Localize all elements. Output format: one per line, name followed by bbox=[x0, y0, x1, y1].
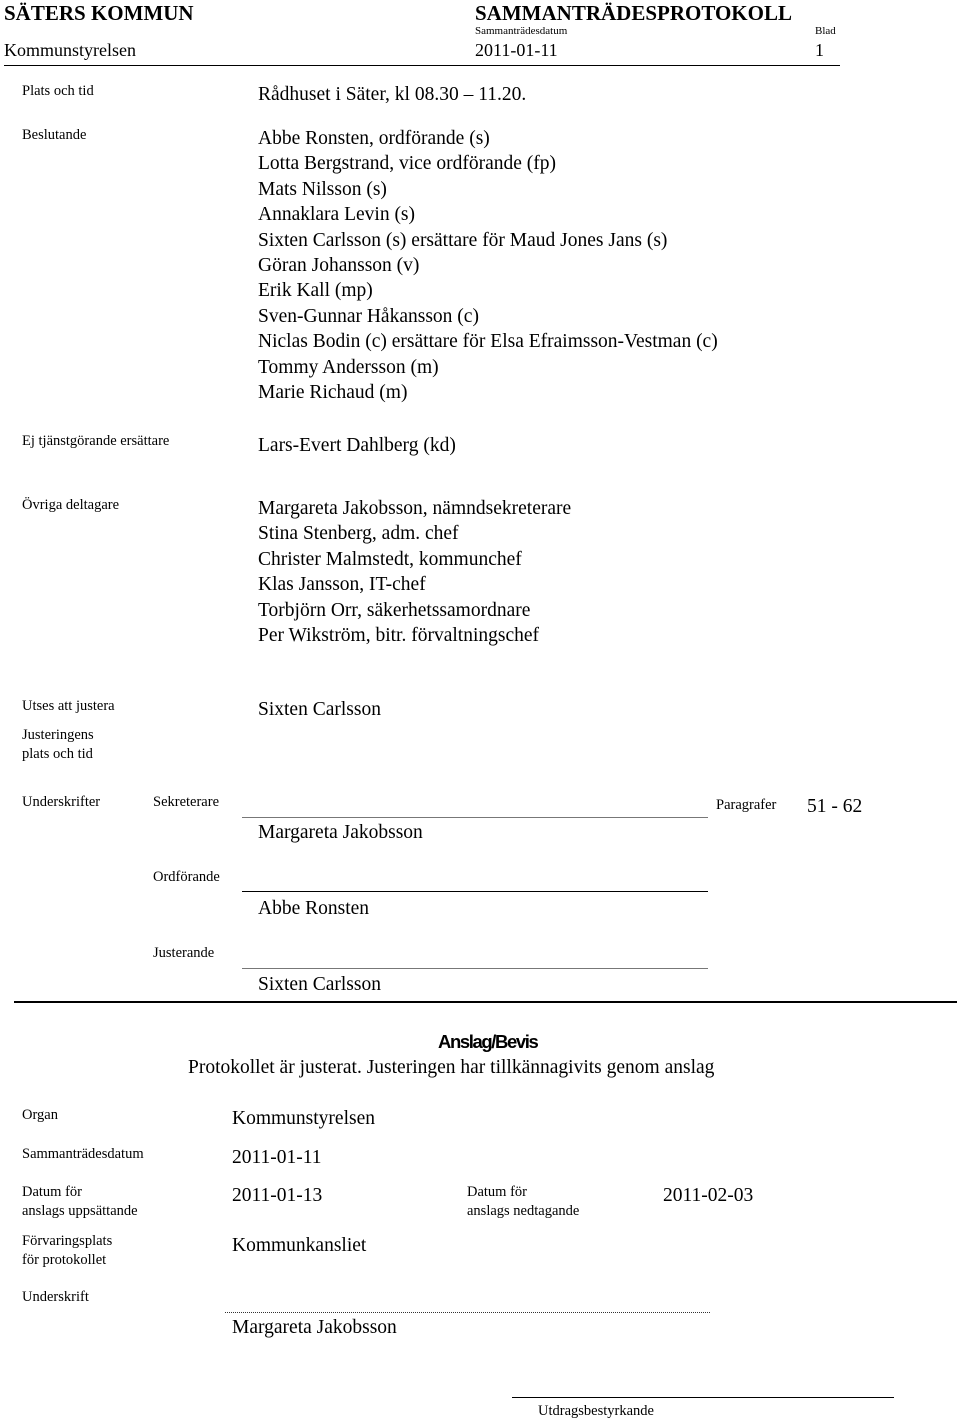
others-label: Övriga deltagare bbox=[22, 497, 120, 513]
non-serving-value: Lars-Evert Dahlberg (kd) bbox=[258, 435, 456, 456]
adjuster-label: Utses att justera bbox=[22, 698, 115, 714]
removed-date-value: 2011-02-03 bbox=[663, 1185, 754, 1206]
adjust-place-label: Justeringens bbox=[22, 727, 94, 743]
member-item: Niclas Bodin (c) ersättare för Elsa Efraimsson-Vestman (c) bbox=[258, 331, 718, 353]
page-caption: Blad bbox=[815, 25, 836, 37]
committee-name: Kommunstyrelsen bbox=[4, 40, 136, 60]
participant-item: Torbjörn Orr, säkerhetssamordnare bbox=[258, 599, 531, 621]
member-item: Lotta Bergstrand, vice ordförande (fp) bbox=[258, 153, 556, 175]
non-serving-label: Ej tjänstgörande ersättare bbox=[22, 433, 170, 449]
other-participants-list bbox=[258, 496, 571, 648]
member-item: Annaklara Levin (s) bbox=[258, 204, 416, 226]
member-item: Abbe Ronsten, ordförande (s) bbox=[258, 128, 490, 149]
adjuster-signature-label: Justerande bbox=[153, 945, 215, 961]
member-item: Erik Kall (mp) bbox=[258, 280, 373, 302]
posted-date-value: 2011-01-13 bbox=[232, 1185, 323, 1206]
participant-item: Stina Stenberg, adm. chef bbox=[258, 523, 459, 545]
participant-item: Klas Jansson, IT-chef bbox=[258, 574, 426, 596]
posted-label-line2: anslags uppsättande bbox=[22, 1203, 138, 1219]
adjuster-value: Sixten Carlsson bbox=[258, 699, 381, 720]
document-type: SAMMANTRÄDESPROTOKOLL bbox=[475, 1, 792, 25]
adjust-time-label: plats och tid bbox=[22, 746, 93, 762]
deciding-members-list bbox=[258, 126, 718, 405]
meeting-date-caption: Sammanträdesdatum bbox=[475, 25, 568, 37]
signature-label: Underskrift bbox=[22, 1289, 89, 1305]
secretary-name: Margareta Jakobsson bbox=[258, 822, 423, 843]
deciding-label: Beslutande bbox=[22, 127, 87, 143]
section-divider bbox=[14, 1001, 957, 1003]
removed-label-line2: anslags nedtagande bbox=[467, 1203, 580, 1219]
notice-title: Anslag/Bevis bbox=[438, 1031, 538, 1052]
notice-date-label: Sammanträdesdatum bbox=[22, 1146, 144, 1162]
notice-signature-line bbox=[225, 1312, 710, 1313]
secretary-label: Sekreterare bbox=[153, 794, 220, 810]
paragraphs-label: Paragrafer bbox=[716, 797, 777, 813]
removed-label-line1: Datum för bbox=[467, 1184, 527, 1200]
member-item: Mats Nilsson (s) bbox=[258, 178, 387, 200]
member-item: Marie Richaud (m) bbox=[258, 382, 408, 404]
posted-label-line1: Datum för bbox=[22, 1184, 82, 1200]
adjuster-name: Sixten Carlsson bbox=[258, 974, 381, 995]
secretary-signature-line bbox=[242, 817, 708, 818]
organ-value: Kommunstyrelsen bbox=[232, 1108, 375, 1129]
storage-value: Kommunkansliet bbox=[232, 1235, 367, 1256]
member-item: Sixten Carlsson (s) ersättare för Maud Jones Jans (s) bbox=[258, 229, 668, 251]
paragraphs-value: 51 - 62 bbox=[807, 796, 863, 817]
participant-item: Margareta Jakobsson, nämndsekreterare bbox=[258, 498, 572, 519]
signatures-label: Underskrifter bbox=[22, 794, 101, 810]
storage-label-line1: Förvaringsplats bbox=[22, 1233, 113, 1249]
notice-statement: Protokollet är justerat. Justeringen har tillkännagivits genom anslag bbox=[188, 1057, 715, 1078]
member-item: Tommy Andersson (m) bbox=[258, 356, 439, 378]
participant-item: Christer Malmstedt, kommunchef bbox=[258, 548, 522, 570]
footer-rule bbox=[512, 1397, 894, 1398]
municipality-name: SÄTERS KOMMUN bbox=[4, 1, 194, 25]
header-rule bbox=[4, 65, 840, 66]
meeting-date: 2011-01-11 bbox=[475, 40, 558, 60]
chair-signature-line bbox=[242, 891, 708, 892]
notice-date-value: 2011-01-11 bbox=[232, 1147, 322, 1168]
organ-label: Organ bbox=[22, 1107, 58, 1123]
adjuster-signature-line bbox=[242, 968, 708, 969]
place-value: Rådhuset i Säter, kl 08.30 – 11.20. bbox=[258, 84, 527, 105]
place-label: Plats och tid bbox=[22, 83, 94, 99]
notice-signature-name: Margareta Jakobsson bbox=[232, 1317, 397, 1338]
member-item: Göran Johansson (v) bbox=[258, 255, 420, 277]
page-number: 1 bbox=[815, 40, 824, 60]
participant-item: Per Wikström, bitr. förvaltningschef bbox=[258, 625, 540, 647]
storage-label-line2: för protokollet bbox=[22, 1252, 107, 1268]
chair-name: Abbe Ronsten bbox=[258, 898, 370, 919]
member-item: Sven-Gunnar Håkansson (c) bbox=[258, 305, 479, 327]
certified-extract-label: Utdragsbestyrkande bbox=[538, 1403, 654, 1419]
chair-label: Ordförande bbox=[153, 869, 220, 885]
